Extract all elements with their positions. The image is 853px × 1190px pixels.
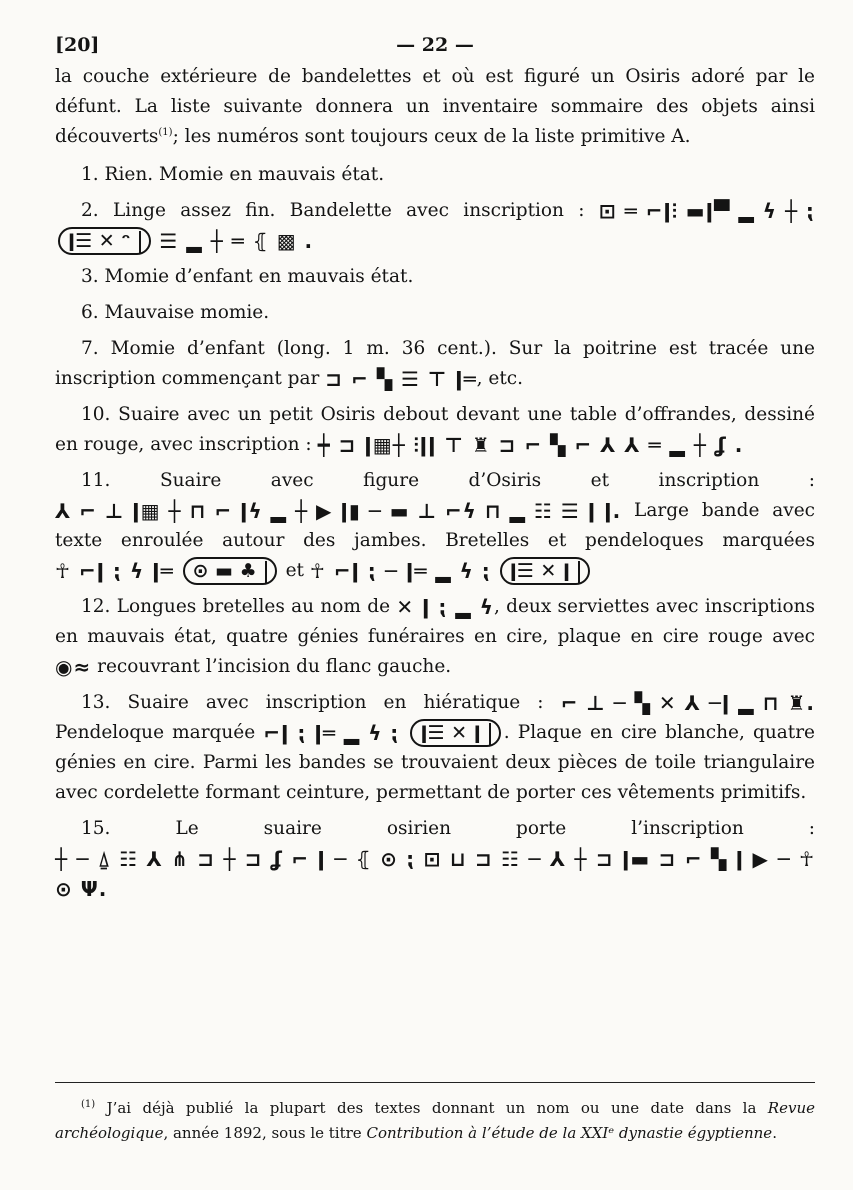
entry-text: Suaire avec inscription en hiératique : xyxy=(127,692,544,713)
footnote-text-a: J’ai déjà publié la plupart des textes donnant un nom ou une date dans la xyxy=(106,1099,757,1117)
footnote-divider xyxy=(55,1082,815,1083)
footnote-text-b: , année 1892, sous le titre xyxy=(163,1124,362,1142)
intro-text-b: ; les numéros sont toujours ceux de la liste primitive A. xyxy=(172,126,691,147)
hieroglyph-inscription-icon: ⅄ ⌐ ⊥ ǀ▦ ┼ ⊓ ⌐ ǀϟ ▂ ┼ ▶ ǀ▮ ─ ▬ ⊥ ⌐ϟ ⊓ ▂ ☷ ☰ ǀ ǀ. xyxy=(55,499,622,523)
page-header xyxy=(55,28,815,62)
entry-number: 13. xyxy=(81,692,111,713)
hieroglyph-inscription-icon: ┼ ─ ⍙ ☷ ⅄ ⋔ ⊐ ┼ ⊐ ʆ ⌐ ǀ ─ ⦃ ⊙ ⁏ ⊡ ⊔ ⊐ ☷ ─ ⅄ ┼ ⊐ ǀ▬ ⊐ ⌐ ▚ ǀ ▶ ─ ☥ ⊙ Ψ. xyxy=(55,847,815,901)
entry-2 xyxy=(55,196,815,256)
entry-text-c: et xyxy=(285,560,304,581)
entry-text: Longues bretelles au nom de xyxy=(116,596,391,617)
entry-11 xyxy=(55,466,815,586)
entry-12 xyxy=(55,592,815,682)
entry-text: Momie d’enfant (long. 1 m. 36 cent.). Sur la poitrine est tracée une inscription commençant par xyxy=(55,338,816,389)
footnote-text-c: . xyxy=(772,1124,777,1142)
hieroglyph-inscription-icon: ☥ ⌐ǀ ⁏ ϟ ǀ═ xyxy=(55,559,174,583)
entry-number: 2. xyxy=(81,200,99,221)
entry-text-c: . Plaque en cire blanche, quatre génies en cire. Parmi les bandes se trouvaient deux pièces de toile triangulaire avec cordelette formant ceinture, permettant de porter ces vêtements primitifs. xyxy=(55,722,815,803)
hieroglyph-inscription-icon: ⌐ ⊥ ─ ▚ ✕ ⅄ ─ǀ ▂ ⊓ ♜. xyxy=(560,691,815,715)
footnote-ref: (1) xyxy=(158,126,173,138)
entry-6 xyxy=(55,298,815,328)
cartouche-icon: ⊙ ▬ ♣ xyxy=(183,557,277,585)
entry-number: 6. xyxy=(81,302,99,323)
footnote-title: Contribution à l’étude de la XXIᵉ dynastie égyptienne xyxy=(366,1124,773,1142)
hieroglyph-name-icon: ✕ ǀ ⁏ ▂ ϟ xyxy=(396,595,494,619)
entry-text: Mauvaise momie. xyxy=(104,302,270,323)
entry-number: 12. xyxy=(81,596,111,617)
entry-text: Rien. Momie en mauvais état. xyxy=(104,164,385,185)
entry-text: Suaire avec un petit Osiris debout devant une table d’offrandes, dessiné en rouge, avec inscription : xyxy=(55,404,815,455)
entry-tail: , etc. xyxy=(476,368,524,389)
hieroglyph-inscription-icon: ☥ ⌐ǀ ⁏ ─ ǀ═ ▂ ϟ ⁏ xyxy=(309,559,491,583)
footnote-marker: (1) xyxy=(81,1099,96,1110)
entry-text: Suaire avec figure d’Osiris et inscription : xyxy=(159,470,815,491)
entry-text: Momie d’enfant en mauvais état. xyxy=(104,266,414,287)
bracket-page-ref: [20] xyxy=(55,34,100,56)
entry-10 xyxy=(55,400,815,460)
entry-number: 11. xyxy=(81,470,111,491)
hieroglyph-inscription-icon: ⊐ ⌐ ▚ ☰ ⊤ ǀ═ xyxy=(325,367,477,391)
entry-number: 10. xyxy=(81,404,111,425)
entry-number: 1. xyxy=(81,164,99,185)
entry-7 xyxy=(55,334,815,394)
entry-1 xyxy=(55,160,815,190)
entry-15 xyxy=(55,814,815,904)
cartouche-icon: ǀ☰ ✕ ǀ xyxy=(410,719,500,747)
body-text xyxy=(55,62,815,904)
udjat-eye-icon: ◉≈ xyxy=(55,655,92,679)
footnote xyxy=(55,1096,815,1146)
cartouche-icon: ǀ☰ ✕ ᵔ xyxy=(58,227,151,255)
entry-number: 15. xyxy=(81,818,111,839)
entry-text-c: recouvrant l’incision du flanc gauche. xyxy=(97,656,452,677)
entry-text-b: Large bande avec texte enroulée autour des jambes. Bretelles et pendeloques marquées xyxy=(55,500,815,551)
entry-number: 7. xyxy=(81,338,99,359)
entry-text: Le suaire osirien porte l’inscription : xyxy=(175,818,815,839)
entry-text-b: , deux serviettes avec inscriptions en mauvais état, quatre génies funéraires en cire, plaque en cire rouge avec xyxy=(55,596,816,647)
intro-text-a: la couche extérieure de bandelettes et où est figuré un Osiris adoré par le défunt. La liste suivante donnera un inventaire sommaire des objets ainsi découverts xyxy=(55,66,815,147)
hieroglyph-inscription-icon: ☰ ▂ ┼ ═ ⦃ ▩ . xyxy=(159,229,314,253)
entry-text-b: Pendeloque marquée xyxy=(55,722,256,743)
intro-paragraph xyxy=(55,62,815,152)
entry-number: 3. xyxy=(81,266,99,287)
hieroglyph-inscription-icon: ⊡ ═ ⌐ǀ⫶ ▬ǀ▀ ▂ ϟ ┼ ⁏ xyxy=(598,199,815,223)
page-number: — 22 — xyxy=(396,34,474,56)
page xyxy=(55,28,815,910)
hieroglyph-inscription-icon: ⌐ǀ ⁏ ǀ═ ▂ ϟ ⁏ xyxy=(263,721,400,745)
cartouche-icon: ǀ☰ ✕ ǀ xyxy=(500,557,590,585)
entry-3 xyxy=(55,262,815,292)
hieroglyph-inscription-icon: ┿ ⊐ ǀ▦┼ ⫶ǀǀ ⊤ ♜ ⊐ ⌐ ▚ ⌐ ⅄ ⅄ ═ ▂ ┼ ʆ . xyxy=(317,433,744,457)
footnote-journal: Revue archéologique xyxy=(55,1099,815,1142)
entry-text: Linge assez fin. Bandelette avec inscription : xyxy=(113,200,585,221)
entry-13 xyxy=(55,688,815,808)
